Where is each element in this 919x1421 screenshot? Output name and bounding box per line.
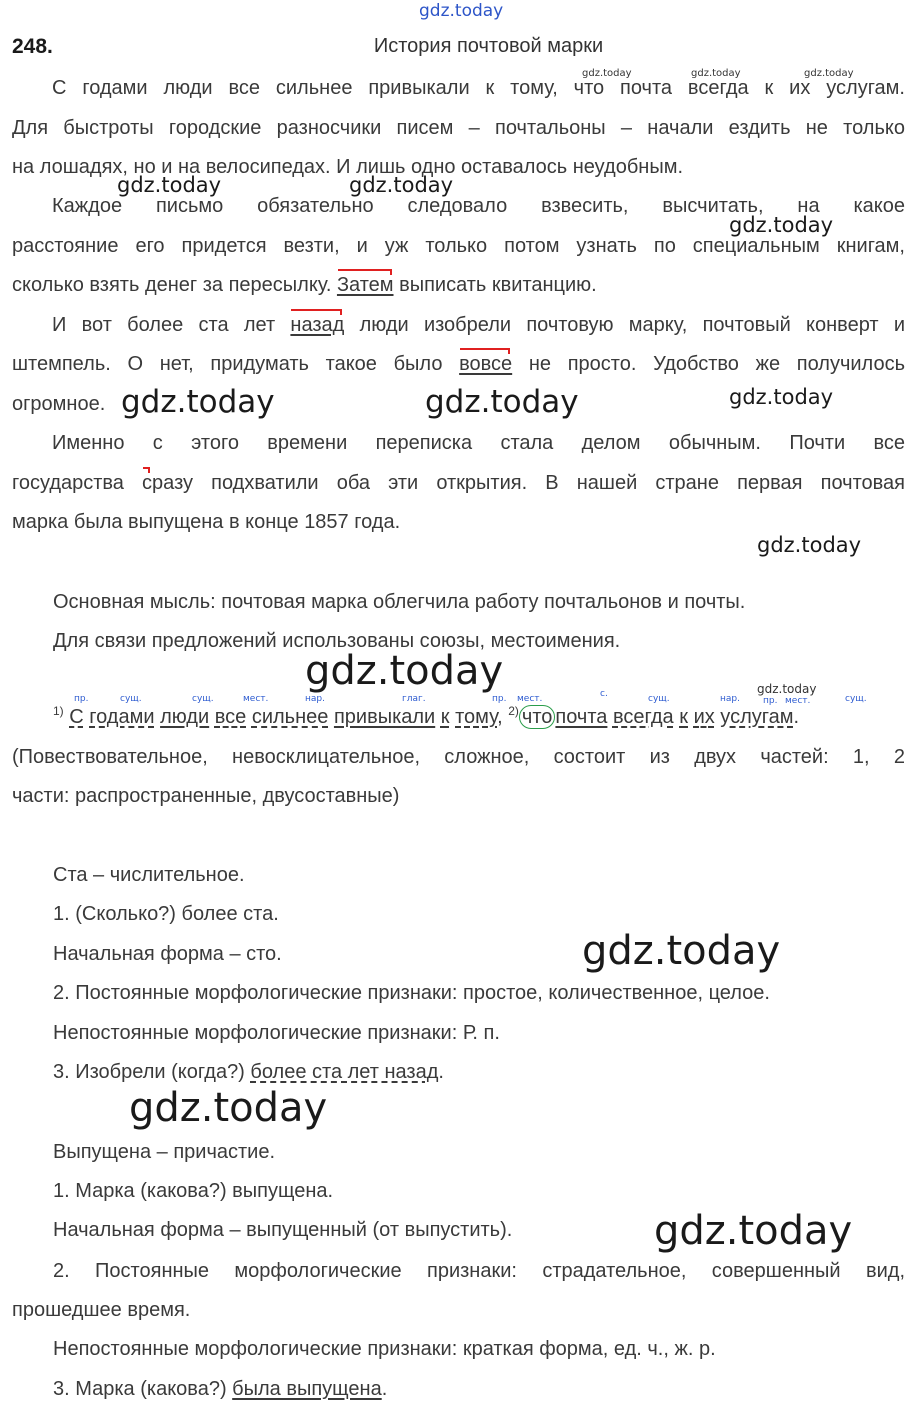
text-line: огромное. bbox=[12, 393, 106, 415]
pos-tag: глаг. bbox=[402, 694, 426, 704]
text-line: расстояние его придется везти, и уж только потом узнать по специальным книгам, bbox=[12, 235, 905, 257]
pos-tag: пр. bbox=[492, 694, 507, 704]
pos-tag: мест. bbox=[785, 696, 811, 706]
sentence-member: была выпущена bbox=[232, 1378, 382, 1400]
analyzed-word: Затем bbox=[336, 274, 394, 296]
text-line: Именно с этого времени переписка стала делом обычным. Почти все bbox=[52, 432, 905, 454]
morph-item: Непостоянные морфологические признаки: Р. п. bbox=[53, 1022, 500, 1044]
watermark: gdz.today bbox=[729, 385, 834, 409]
analyzed-word: назад bbox=[290, 314, 345, 336]
pos-tag: с. bbox=[600, 689, 608, 699]
watermark: gdz.today bbox=[582, 928, 781, 974]
text-line: И вот более ста лет назад люди изобрели почтовую марку, почтовый конверт и bbox=[52, 314, 905, 336]
analyzed-word: вовсе bbox=[459, 353, 513, 375]
pos-tag: пр. bbox=[763, 696, 778, 706]
sentence-member: более ста лет назад bbox=[250, 1061, 439, 1083]
watermark: gdz.today bbox=[129, 1085, 328, 1131]
watermark-top: gdz.today bbox=[419, 1, 504, 21]
watermark: gdz.today bbox=[729, 213, 834, 237]
watermark: gdz.today bbox=[425, 384, 579, 420]
watermark: gdz.today bbox=[654, 1208, 853, 1254]
morph-item: 2. Постоянные морфологические признаки: страдательное, совершенный вид, bbox=[53, 1260, 905, 1282]
parsed-sentence: $^{1)}$ С годами люди все сильнее привыкали к тому, $^{2)}$ что почта всегда к их услугам. bbox=[53, 704, 800, 728]
main-idea: Основная мысль: почтовая марка облегчила работу почтальонов и почты. bbox=[53, 591, 746, 613]
text-line: государства сразу подхватили оба эти открытия. В нашей стране первая почтовая bbox=[12, 472, 905, 494]
morph-item: 3. Марка (какова?) была выпущена. bbox=[53, 1378, 388, 1400]
pos-tag: сущ. bbox=[648, 694, 670, 704]
pos-tag: сущ. bbox=[845, 694, 867, 704]
morph-item: 1. (Сколько?) более ста. bbox=[53, 903, 279, 925]
exercise-title: История почтовой марки bbox=[373, 35, 604, 57]
morph-item: 1. Марка (какова?) выпущена. bbox=[53, 1180, 334, 1202]
watermark: gdz.today bbox=[121, 384, 275, 420]
morph-item: Начальная форма – сто. bbox=[53, 943, 282, 965]
morph-item: прошедшее время. bbox=[12, 1299, 191, 1321]
morph-item: 3. Изобрели (когда?) более ста лет назад. bbox=[53, 1061, 444, 1083]
pos-tag: мест. bbox=[517, 694, 543, 704]
watermark: gdz.today bbox=[582, 68, 632, 79]
watermark: gdz.today bbox=[804, 68, 854, 79]
pos-tag: сущ. bbox=[192, 694, 214, 704]
sentence-links: Для связи предложений использованы союзы, местоимения. bbox=[53, 630, 621, 652]
morph-item: Начальная форма – выпущенный (от выпустить). bbox=[53, 1219, 513, 1241]
sentence-description: (Повествовательное, невосклицательное, сложное, состоит из двух частей: 1, 2 bbox=[12, 746, 905, 768]
pos-tag: сущ. bbox=[120, 694, 142, 704]
text-line: Каждое письмо обязательно следовало взвесить, высчитать, на какое bbox=[52, 195, 905, 217]
morph-item: 2. Постоянные морфологические признаки: простое, количественное, целое. bbox=[53, 982, 770, 1004]
pos-tag: пр. bbox=[74, 694, 89, 704]
analyzed-letter: с bbox=[142, 472, 153, 494]
text-line: марка была выпущена в конце 1857 года. bbox=[12, 511, 401, 533]
sentence-description: части: распространенные, двусоставные) bbox=[12, 785, 400, 807]
pos-tag: нар. bbox=[720, 694, 740, 704]
text-line: Для быстроты городские разносчики писем – почтальоны – начали ездить не только bbox=[12, 117, 905, 139]
watermark: gdz.today bbox=[691, 68, 741, 79]
watermark: gdz.today bbox=[305, 648, 504, 694]
text-line: штемпель. О нет, придумать такое было вовсе не просто. Удобство же получилось bbox=[12, 353, 905, 375]
text-line: на лошадях, но и на велосипедах. И лишь одно оставалось неудобным. bbox=[12, 156, 683, 178]
conjunction-circle: что bbox=[519, 705, 555, 729]
watermark: gdz.today bbox=[757, 533, 862, 557]
exercise-number: 248. bbox=[12, 35, 53, 58]
morph-heading: Ста – числительное. bbox=[53, 864, 245, 886]
morph-item: Непостоянные морфологические признаки: краткая форма, ед. ч., ж. р. bbox=[53, 1338, 716, 1360]
morph-heading: Выпущена – причастие. bbox=[53, 1141, 275, 1163]
watermark: gdz.today bbox=[757, 682, 817, 696]
pos-tag: нар. bbox=[305, 694, 325, 704]
pos-tag: мест. bbox=[243, 694, 269, 704]
watermark: gdz.today bbox=[117, 173, 222, 197]
text-line: С годами люди все сильнее привыкали к тому, что почта всегда к их услугам. bbox=[52, 77, 905, 99]
text-line: сколько взять денег за пересылку. Затем выписать квитанцию. bbox=[12, 274, 597, 296]
watermark: gdz.today bbox=[349, 173, 454, 197]
